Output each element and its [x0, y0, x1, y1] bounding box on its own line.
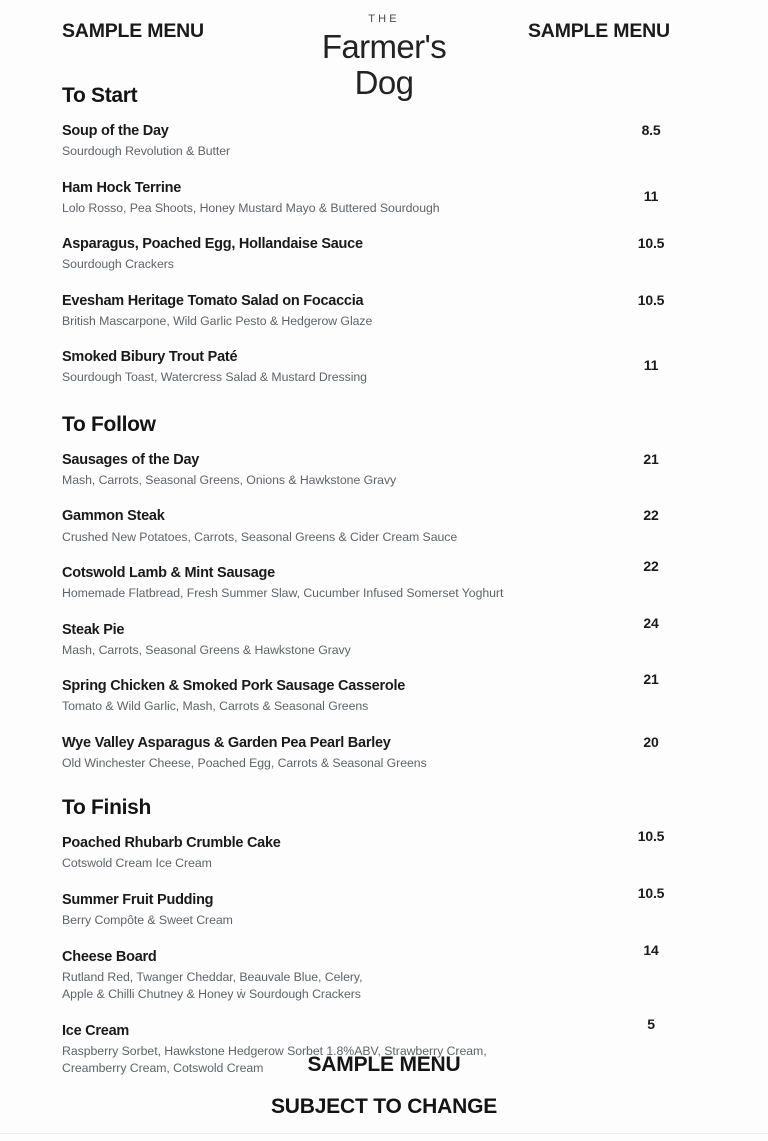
menu-item-description [62, 642, 576, 659]
menu-item-price: 22 [643, 558, 659, 575]
menu-item-description-line: British Mascarpone, Wild Garlic Pesto & Hedgerow Glaze [62, 313, 373, 328]
section-title-to-start: To Start [62, 84, 138, 107]
menu-item-name: Steak Pie [62, 621, 125, 638]
menu-item-main [62, 507, 706, 546]
menu-item [62, 941, 706, 1004]
menu-item [62, 348, 706, 387]
menu-item-description-line: Sourdough Crackers [62, 257, 174, 272]
menu-section-to-finish [62, 796, 706, 1077]
menu-item-main [62, 948, 706, 1004]
menu-item-description-line: Raspberry Sorbet, Hawkstone Hedgerow Sorbet 1.8%ABV, Strawberry Cream, [62, 1043, 487, 1058]
menu-item-name: Cheese Board [62, 948, 157, 965]
sample-menu-label-right: SAMPLE MENU [528, 20, 670, 42]
menu-item-name: Evesham Heritage Tomato Salad on Focaccia [62, 292, 364, 309]
menu-item-name: Ice Cream [62, 1022, 130, 1039]
menu-item-main [62, 348, 706, 387]
menu-item-description [62, 969, 576, 1004]
menu-item-price: 5 [647, 1015, 655, 1032]
menu-item-description-line: Old Winchester Cheese, Poached Egg, Carrots & Seasonal Greens [62, 755, 427, 770]
menu-item-name: Soup of the Day [62, 123, 169, 139]
menu-item-price: 8.5 [641, 122, 661, 138]
menu-item-description-line: Cotswold Cream Ice Cream [62, 856, 212, 871]
menu-item-name: Summer Fruit Pudding [62, 891, 214, 908]
menu-footer [0, 1053, 768, 1119]
menu-item-price: 11 [643, 357, 659, 374]
menu-item-description [62, 143, 576, 160]
menu-item [62, 828, 706, 873]
menu-item-description-line: Sourdough Toast, Watercress Salad & Mustard Dressing [62, 370, 367, 385]
menu-item-main [62, 834, 706, 873]
menu-item-main [62, 621, 706, 660]
sample-menu-label-left: SAMPLE MENU [62, 20, 204, 42]
menu-item-description [62, 912, 576, 929]
menu-item-price: 10.5 [637, 828, 665, 845]
menu-item-description-line: Lolo Rosso, Pea Shoots, Honey Mustard Mayo & Buttered Sourdough [62, 200, 440, 215]
menu-item-price: 24 [643, 614, 659, 631]
menu-item-description-line: Homemade Flatbread, Fresh Summer Slaw, Cucumber Infused Somerset Yoghurt [62, 586, 504, 601]
menu-item-name: Asparagus, Poached Egg, Hollandaise Sauce [62, 236, 363, 253]
menu-item-name: Sausages of the Day [62, 451, 200, 468]
menu-body [0, 84, 768, 1078]
menu-item-description [62, 529, 576, 546]
menu-item-description-line: Berry Compôte & Sweet Cream [62, 913, 233, 928]
menu-item-name: Spring Chicken & Smoked Pork Sausage Casserole [62, 678, 406, 695]
menu-item-price: 21 [643, 671, 659, 688]
menu-item [62, 292, 706, 331]
menu-item-description [62, 200, 576, 217]
logo-the-text: THE [368, 13, 400, 25]
section-title-to-follow: To Follow [62, 412, 156, 436]
menu-item-price: 10.5 [637, 235, 665, 252]
menu-item-description-line: Tomato & Wild Garlic, Mash, Carrots & Seasonal Greens [62, 699, 369, 714]
menu-item-description-line: Creamberry Cream, Cotswold Cream [62, 1061, 264, 1076]
menu-item-name: Ham Hock Terrine [62, 179, 182, 196]
menu-item [62, 179, 706, 218]
menu-item-description-line: Mash, Carrots, Seasonal Greens & Hawkstone Gravy [62, 642, 351, 657]
menu-item-price: 14 [643, 941, 659, 958]
section-title-to-finish: To Finish [62, 796, 152, 820]
menu-item-description [62, 313, 576, 330]
menu-item-price: 20 [643, 733, 659, 750]
menu-item [62, 614, 706, 660]
menu-item [62, 122, 706, 161]
menu-item-main [62, 891, 706, 930]
menu-item-description-line: Apple & Chilli Chutney & Honey ẇ Sourdough Crackers [62, 987, 361, 1002]
menu-item-description [62, 855, 576, 872]
bottom-divider [0, 1133, 768, 1134]
menu-section-to-follow [62, 413, 706, 772]
menu-item-name: Cotswold Lamb & Mint Sausage [62, 565, 275, 582]
menu-item-description [62, 472, 576, 489]
menu-item-description-line: Rutland Red, Twanger Cheddar, Beauvale Blue, Celery, [62, 969, 363, 984]
menu-item-description-line: Mash, Carrots, Seasonal Greens, Onions & Hawkstone Gravy [62, 473, 397, 488]
menu-item-price: 10.5 [637, 291, 665, 308]
menu-item [62, 734, 706, 773]
footer-subject-to-change: SUBJECT TO CHANGE [270, 1095, 498, 1118]
menu-item [62, 451, 706, 490]
logo-farmers-text: Farmer's [321, 28, 447, 65]
logo-dog-text: Dog [354, 63, 414, 101]
menu-item-main [62, 235, 706, 274]
menu-item-main [62, 179, 706, 218]
menu-item-main [62, 734, 706, 773]
menu-item-price: 11 [643, 187, 659, 204]
menu-item-price: 22 [643, 507, 659, 524]
menu-item-description [62, 369, 576, 386]
menu-item-name: Poached Rhubarb Crumble Cake [62, 835, 281, 852]
menu-item-main [62, 451, 706, 490]
menu-item-name: Gammon Steak [62, 508, 165, 525]
menu-section-to-start [62, 84, 706, 387]
menu-item [62, 507, 706, 546]
menu-item [62, 558, 706, 603]
menu-item-main [62, 677, 706, 716]
menu-item-name: Smoked Bibury Trout Paté [62, 349, 238, 366]
menu-item-description-line: Sourdough Revolution & Butter [62, 144, 231, 159]
menu-item [62, 235, 706, 274]
menu-item-description [62, 698, 576, 715]
menu-item-main [62, 122, 706, 161]
menu-item-name: Wye Valley Asparagus & Garden Pea Pearl Barley [62, 734, 391, 751]
menu-item-price: 10.5 [637, 884, 665, 901]
footer-sample-menu: SAMPLE MENU [307, 1053, 461, 1076]
menu-item [62, 671, 706, 716]
menu-item-description-line: Crushed New Potatoes, Carrots, Seasonal Greens & Cider Cream Sauce [62, 529, 458, 544]
menu-item [62, 884, 706, 930]
menu-item-description [62, 256, 576, 273]
menu-item-description [62, 585, 576, 602]
menu-item-main [62, 564, 706, 603]
menu-item-price: 21 [643, 450, 659, 467]
menu-item-description [62, 755, 576, 772]
menu-item-main [62, 292, 706, 331]
